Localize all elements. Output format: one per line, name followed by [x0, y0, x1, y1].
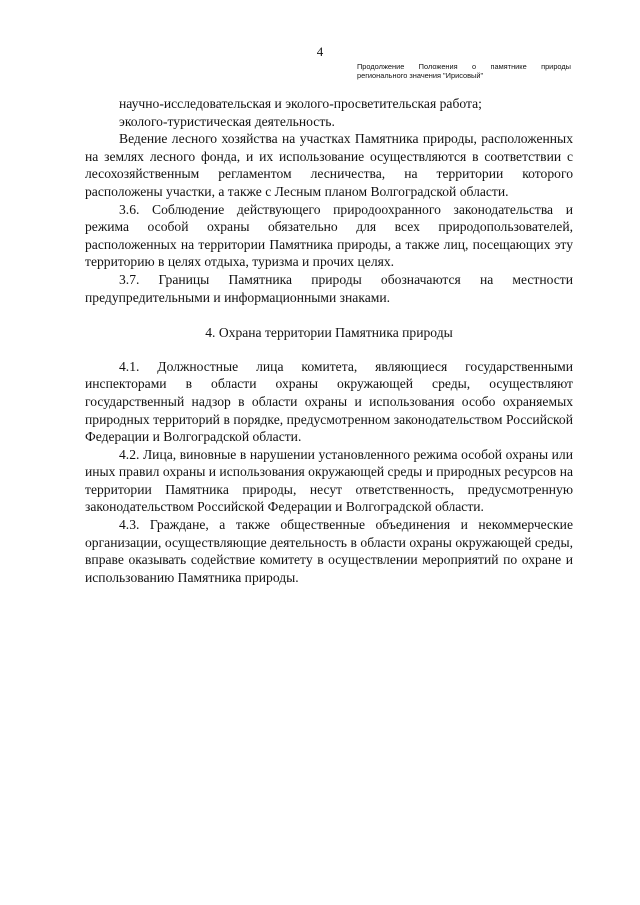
paragraph-3-7: 3.7. Границы Памятника природы обозначаются на местности предупредительными и информационными знаками.	[85, 271, 573, 305]
header-note-line-2: регионального значения "Ирисовый"	[357, 71, 484, 80]
paragraph-forestry: Ведение лесного хозяйства на участках Памятника природы, расположенных на землях лесного фонда, и их использование осуществляются в соответствии с лесохозяйственным регламентом лесничества, на территории которого расположены участки, а также с Лесным планом Волгоградской области.	[85, 131, 573, 199]
paragraph-4-1: 4.1. Должностные лица комитета, являющиеся государственными инспекторами в области охраны окружающей среды, осуществляют государственный надзор в области охраны и использования особо охраняемых природных территорий в порядке, предусмотренном законодательством Российской Федерации и Волгоградской области.	[85, 358, 573, 445]
page-number: 4	[316, 44, 324, 59]
paragraph-4-2: 4.2. Лица, виновные в нарушении установленного режима особой охраны или иных правил охраны и использования окружающей среды и природных ресурсов на территории Памятника природы, несут ответственность, предусмотренную законодательством Российской Федерации и Волгоградской области.	[85, 446, 574, 515]
paragraph-3-6: 3.6. Соблюдение действующего природоохранного законодательства и режима особой охраны обязательно для всех природопользователей, расположенных на территории Памятника природы, а также лиц, посещающих эту территорию в целях отдыха, туризма и прочих целях.	[85, 201, 573, 270]
paragraph-4-3: 4.3. Граждане, а также общественные объединения и некоммерческие организации, осуществляющие деятельность в области охраны окружающей среды, вправе оказывать содействие комитету в осуществлении мероприятий по охране и использованию Памятника природы.	[85, 517, 573, 585]
paragraph-research-work: научно-исследовательская и эколого-просветительская работа;	[119, 96, 482, 111]
document-body	[85, 95, 573, 586]
paragraph-eco-tourism: эколого-туристическая деятельность.	[119, 113, 335, 129]
header-note	[357, 62, 571, 80]
header-note-line-1: Продолжение Положения о памятнике природы	[357, 62, 571, 71]
section-title: 4. Охрана территории Памятника природы	[205, 325, 453, 341]
